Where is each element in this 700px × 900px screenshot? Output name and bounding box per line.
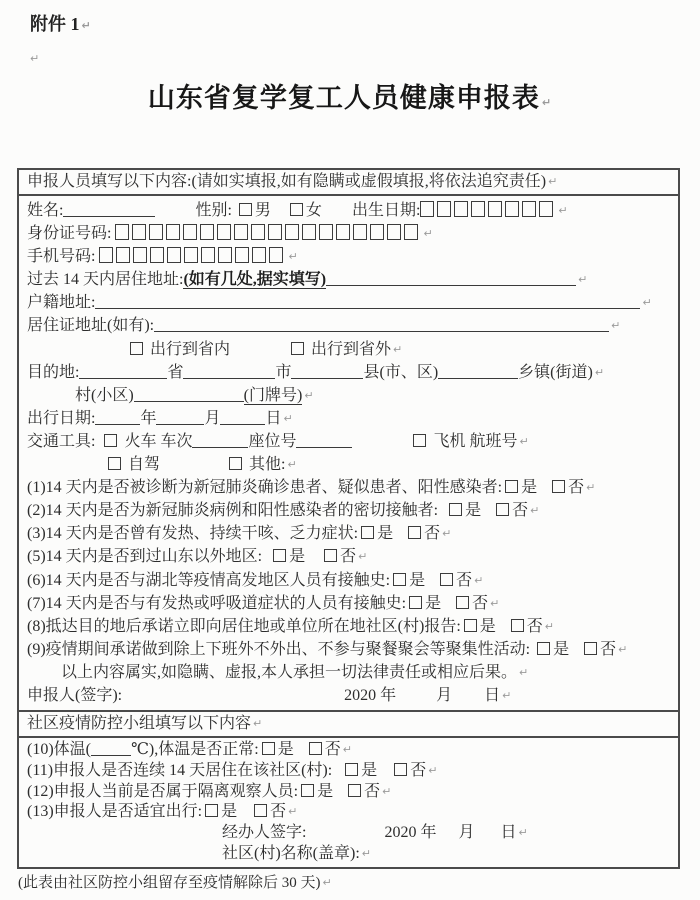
- form-line: [27, 615, 672, 638]
- form-line: [27, 802, 672, 823]
- return-mark: ↵: [558, 204, 568, 217]
- checkbox[interactable]: [273, 549, 286, 562]
- return-mark: ↵: [358, 550, 368, 564]
- form-line: [27, 361, 672, 384]
- return-mark: ↵: [361, 847, 371, 861]
- digit-box[interactable]: [200, 224, 214, 240]
- text-segment: 是: [409, 571, 426, 589]
- section1-header-row: [19, 170, 678, 196]
- checkbox[interactable]: [254, 804, 267, 817]
- text-segment: 座位号: [248, 432, 297, 450]
- digit-box[interactable]: [404, 224, 418, 240]
- spacer: [452, 699, 484, 700]
- form-line: [27, 740, 672, 761]
- checkbox[interactable]: [130, 342, 143, 355]
- spacer: [333, 795, 345, 796]
- text-segment: 否: [424, 525, 441, 543]
- text-segment: 过去 14 天内居住地址:: [27, 271, 184, 289]
- digit-box[interactable]: [471, 201, 485, 217]
- text-segment: (8)抵达目的地后承诺立即向居住地或单位所在地社区(村)报告:: [27, 617, 461, 635]
- blank-underline[interactable]: [156, 410, 204, 425]
- text-segment: 目的地:: [27, 363, 80, 381]
- text-segment: 否: [512, 502, 529, 520]
- attachment-label: [30, 10, 91, 36]
- section1-body: [19, 196, 678, 710]
- text-segment: 户籍地址:: [27, 294, 96, 312]
- text-segment: 出行日期:: [27, 409, 96, 427]
- checkbox[interactable]: [229, 457, 242, 470]
- form-line: [27, 499, 672, 522]
- blank-underline[interactable]: [95, 294, 640, 309]
- checkbox[interactable]: [205, 804, 218, 817]
- digit-box[interactable]: [285, 224, 299, 240]
- spacer: [332, 774, 342, 775]
- digit-box[interactable]: [268, 224, 282, 240]
- text-segment: 年: [140, 409, 157, 427]
- text-segment: (2)14 天内是否为新冠肺炎病例和阳性感染者的密切接触者:: [27, 502, 439, 520]
- text-segment: 是: [317, 782, 334, 800]
- blank-underline[interactable]: [91, 741, 131, 756]
- digit-box[interactable]: [218, 247, 232, 263]
- blank-underline[interactable]: [79, 364, 167, 379]
- form-line: [27, 199, 672, 222]
- text-segment: 出行到省内: [150, 340, 231, 358]
- return-mark: ↵: [530, 504, 540, 518]
- text-segment: 居住证地址(如有):: [27, 317, 155, 335]
- text-segment: (11)申报人是否连续 14 天居住在该社区(村):: [27, 761, 333, 779]
- form-line: [27, 638, 672, 661]
- text-segment: 否: [526, 617, 543, 635]
- blank-underline[interactable]: [134, 387, 244, 402]
- section2-body: [19, 738, 678, 867]
- spacer: [122, 699, 344, 700]
- checkbox[interactable]: [505, 480, 518, 493]
- spacer: [425, 584, 437, 585]
- return-mark: ↵: [544, 619, 555, 633]
- spacer: [271, 214, 287, 215]
- spacer: [393, 537, 405, 538]
- form-line: [27, 569, 672, 592]
- text-segment: 经办人签字:: [222, 824, 307, 842]
- text-segment: (5)14 天内是否到过山东以外地区:: [27, 548, 263, 566]
- checkbox[interactable]: [104, 434, 117, 447]
- digit-box[interactable]: [149, 224, 163, 240]
- return-mark: ↵: [586, 481, 596, 495]
- checkbox[interactable]: [394, 763, 407, 776]
- form-line: [27, 430, 672, 453]
- return-mark: ↵: [288, 805, 298, 819]
- return-mark: ↵: [428, 763, 438, 777]
- text-segment: 是: [465, 502, 482, 520]
- text-segment: 申报人(签字):: [27, 686, 123, 704]
- checkbox[interactable]: [309, 742, 322, 755]
- digit-box[interactable]: [150, 247, 164, 263]
- text-segment: 飞机 航班号: [433, 432, 518, 450]
- return-mark: ↵: [594, 365, 605, 379]
- text-segment: 乡镇(街道): [518, 363, 593, 381]
- text-segment: 否: [410, 761, 427, 779]
- spacer: [530, 653, 534, 654]
- return-mark: ↵: [519, 665, 529, 679]
- spacer: [306, 836, 384, 837]
- text-segment: 否: [340, 548, 357, 566]
- spacer: [496, 630, 508, 631]
- text-segment: (7)14 天内是否与有发热或呼吸道症状的人员有接触史:: [27, 594, 407, 612]
- spacer: [474, 836, 500, 837]
- return-mark: ↵: [611, 319, 621, 333]
- text-segment: (10)体温(: [27, 741, 91, 759]
- return-mark: ↵: [253, 717, 263, 731]
- spacer: [232, 214, 236, 215]
- text-segment: 手机号码:: [27, 248, 96, 266]
- page-title-text: 山东省复学复工人员健康申报表: [147, 83, 540, 113]
- checkbox[interactable]: [449, 503, 462, 516]
- text-segment: (如有几处,据实填写): [183, 271, 327, 289]
- form-line: [27, 384, 672, 407]
- form-line: [27, 338, 672, 361]
- text-segment: 月: [458, 824, 475, 842]
- digit-box[interactable]: [115, 224, 129, 240]
- text-segment: 出生日期:: [351, 202, 421, 219]
- text-segment: (3)14 天内是否曾有发热、持续干咳、乏力症状:: [27, 525, 359, 543]
- text-segment: ℃),体温是否正常:: [131, 741, 259, 759]
- checkbox[interactable]: [301, 784, 314, 797]
- digit-box[interactable]: [252, 247, 266, 263]
- spacer: [160, 468, 226, 469]
- text-segment: 是: [479, 617, 496, 635]
- text-segment: 村(小区): [75, 386, 134, 404]
- checkbox[interactable]: [552, 480, 565, 493]
- text-segment: 否: [456, 571, 473, 589]
- spacer: [237, 815, 251, 816]
- text-segment: 否: [364, 782, 381, 800]
- return-mark: ↵: [541, 96, 553, 109]
- attachment-text: 附件 1: [30, 14, 80, 34]
- text-segment: 男: [254, 202, 271, 219]
- checkbox[interactable]: [440, 573, 453, 586]
- digit-boxes: [420, 199, 556, 222]
- checkbox[interactable]: [464, 619, 477, 632]
- text-segment: 是: [361, 761, 378, 779]
- form-line: [27, 661, 672, 684]
- spacer: [569, 653, 581, 654]
- form-line: [27, 453, 672, 476]
- checkbox[interactable]: [361, 526, 374, 539]
- digit-box[interactable]: [132, 224, 146, 240]
- blank-underline[interactable]: [438, 364, 518, 379]
- text-segment: 是: [277, 741, 294, 759]
- text-segment: 是: [521, 479, 538, 497]
- spacer: [305, 560, 321, 561]
- form-line: [27, 268, 672, 291]
- blank-underline[interactable]: [291, 364, 363, 379]
- digit-box[interactable]: [184, 247, 198, 263]
- spacer: [262, 560, 270, 561]
- digit-box[interactable]: [437, 201, 451, 217]
- form-line: [27, 545, 672, 568]
- section2-header-row: [19, 710, 678, 738]
- digit-box[interactable]: [420, 201, 434, 217]
- spacer: [95, 445, 101, 446]
- digit-box[interactable]: [370, 224, 384, 240]
- blank-underline[interactable]: [183, 364, 275, 379]
- spacer: [230, 353, 288, 354]
- blank-underline[interactable]: [296, 433, 352, 448]
- return-mark: ↵: [490, 596, 500, 610]
- return-mark: ↵: [474, 573, 484, 587]
- form-line: [27, 245, 672, 268]
- digit-box[interactable]: [454, 201, 468, 217]
- checkbox[interactable]: [413, 434, 426, 447]
- spacer: [377, 774, 391, 775]
- checkbox[interactable]: [584, 642, 597, 655]
- text-segment: 是: [289, 548, 306, 566]
- blank-underline[interactable]: [220, 410, 265, 425]
- text-segment: (13)申报人是否适宜出行:: [27, 803, 203, 821]
- return-mark: ↵: [393, 342, 403, 356]
- checkbox[interactable]: [537, 642, 550, 655]
- text-segment: 以上内容属实,如隐瞒、虚报,本人承担一切法律责任或相应后果。: [61, 663, 518, 681]
- digit-box[interactable]: [167, 247, 181, 263]
- form-line: [27, 291, 672, 314]
- digit-box[interactable]: [235, 247, 249, 263]
- form-line: [27, 522, 672, 545]
- text-segment: 是: [221, 803, 238, 821]
- digit-box[interactable]: [99, 247, 113, 263]
- spacer: [396, 699, 436, 700]
- return-mark: ↵: [518, 826, 528, 840]
- blank-underline[interactable]: [154, 317, 609, 332]
- form-line: [27, 476, 672, 499]
- text-segment: 省: [167, 363, 184, 381]
- return-mark: ↵: [519, 434, 529, 448]
- return-mark: ↵: [304, 388, 314, 402]
- checkbox[interactable]: [324, 549, 337, 562]
- digit-box[interactable]: [183, 224, 197, 240]
- text-segment: 社区(村)名称(盖章):: [222, 845, 360, 863]
- return-mark: ↵: [642, 296, 652, 310]
- text-segment: 市: [275, 363, 292, 381]
- digit-box[interactable]: [353, 224, 367, 240]
- checkbox[interactable]: [408, 526, 421, 539]
- spacer: [537, 491, 549, 492]
- text-segment: 火车 车次: [124, 432, 193, 450]
- spacer: [481, 514, 493, 515]
- digit-box[interactable]: [251, 224, 265, 240]
- text-segment: 出行到省外: [311, 340, 392, 358]
- text-segment: 日: [500, 824, 517, 842]
- text-segment: 自驾: [128, 456, 161, 474]
- checkbox[interactable]: [511, 619, 524, 632]
- checkbox[interactable]: [108, 457, 121, 470]
- checkbox[interactable]: [496, 503, 509, 516]
- checkbox[interactable]: [239, 203, 252, 216]
- spacer: [155, 214, 195, 215]
- text-segment: 性别:: [195, 202, 232, 219]
- blank-underline[interactable]: [326, 271, 576, 286]
- text-segment: 日: [265, 409, 282, 427]
- digit-box[interactable]: [488, 201, 502, 217]
- text-segment: 月: [436, 686, 453, 704]
- return-mark: ↵: [548, 175, 558, 188]
- footer-note-text: (此表由社区防控小组留存至疫情解除后 30 天): [18, 875, 321, 891]
- form-line: [27, 314, 672, 337]
- text-segment: 姓名:: [27, 202, 64, 219]
- text-segment: 否: [324, 741, 341, 759]
- text-segment: 月: [204, 409, 221, 427]
- digit-box[interactable]: [217, 224, 231, 240]
- spacer: [438, 514, 446, 515]
- digit-box[interactable]: [336, 224, 350, 240]
- digit-boxes: [115, 222, 421, 245]
- return-mark: ↵: [423, 227, 433, 241]
- blank-underline[interactable]: [192, 433, 248, 448]
- form-line: [27, 823, 672, 844]
- blank-underline[interactable]: [95, 410, 140, 425]
- return-mark: ↵: [618, 642, 628, 656]
- return-mark: ↵: [442, 527, 452, 541]
- checkbox[interactable]: [291, 342, 304, 355]
- digit-box[interactable]: [505, 201, 519, 217]
- section1-header-text: 申报人员填写以下内容:(请如实填报,如有隐瞒或虚假填报,将依法追究责任): [27, 173, 547, 190]
- checkbox[interactable]: [345, 763, 358, 776]
- digit-box[interactable]: [522, 201, 536, 217]
- text-segment: (1)14 天内是否被诊断为新冠肺炎确诊患者、疑似患者、阳性感染者:: [27, 479, 503, 497]
- text-segment: 2020 年: [384, 824, 437, 842]
- spacer: [352, 445, 410, 446]
- footer-note: [18, 871, 332, 892]
- checkbox[interactable]: [348, 784, 361, 797]
- spacer: [436, 836, 458, 837]
- text-segment: 2020 年: [344, 686, 397, 704]
- checkbox[interactable]: [456, 596, 469, 609]
- return-mark: ↵: [288, 250, 298, 264]
- return-mark: ↵: [322, 876, 332, 889]
- text-segment: 交通工具:: [27, 432, 96, 450]
- text-segment: (9)疫情期间承诺做到除上下班外不外出、不参与聚餐聚会等聚集性活动:: [27, 640, 531, 658]
- text-segment: 女: [305, 202, 322, 219]
- text-segment: 否: [472, 594, 489, 612]
- checkbox[interactable]: [290, 203, 303, 216]
- form-line: [27, 761, 672, 782]
- digit-box[interactable]: [133, 247, 147, 263]
- text-segment: (门牌号): [243, 386, 303, 404]
- text-segment: 是: [425, 594, 442, 612]
- text-segment: (12)申报人当前是否属于隔离观察人员:: [27, 782, 299, 800]
- return-mark: ↵: [502, 688, 512, 702]
- digit-box[interactable]: [302, 224, 316, 240]
- checkbox[interactable]: [262, 742, 275, 755]
- return-mark: ↵: [30, 52, 40, 65]
- form-line: [27, 782, 672, 803]
- form-line: [27, 592, 672, 615]
- return-mark: ↵: [578, 273, 588, 287]
- digit-box[interactable]: [234, 224, 248, 240]
- text-segment: 否: [600, 640, 617, 658]
- text-segment: (6)14 天内是否与湖北等疫情高发地区人员有接触史:: [27, 571, 391, 589]
- form-line: [27, 407, 672, 430]
- text-segment: 其他:: [249, 456, 286, 474]
- return-mark: ↵: [283, 411, 293, 425]
- spacer: [322, 214, 352, 215]
- digit-box[interactable]: [269, 247, 283, 263]
- section2-header-text: 社区疫情防控小组填写以下内容: [27, 715, 252, 733]
- text-segment: 是: [377, 525, 394, 543]
- text-segment: 否: [568, 479, 585, 497]
- form-line: [27, 684, 672, 707]
- text-segment: 是: [553, 640, 570, 658]
- digit-boxes: [99, 245, 286, 268]
- form-line: [27, 844, 672, 865]
- checkbox[interactable]: [393, 573, 406, 586]
- text-segment: 县(市、区): [363, 363, 439, 381]
- digit-box[interactable]: [116, 247, 130, 263]
- spacer: [294, 753, 306, 754]
- text-segment: 身份证号码:: [27, 225, 112, 243]
- blank-underline[interactable]: [63, 202, 155, 217]
- spacer: [441, 607, 453, 608]
- checkbox[interactable]: [409, 596, 422, 609]
- form-line: [27, 222, 672, 245]
- digit-box[interactable]: [387, 224, 401, 240]
- digit-box[interactable]: [319, 224, 333, 240]
- return-mark: ↵: [81, 19, 91, 32]
- page-title: [0, 76, 700, 115]
- digit-box[interactable]: [539, 201, 553, 217]
- digit-box[interactable]: [166, 224, 180, 240]
- digit-box[interactable]: [201, 247, 215, 263]
- return-mark: ↵: [287, 458, 297, 472]
- return-mark: ↵: [382, 784, 392, 798]
- text-segment: 日: [484, 686, 501, 704]
- return-mark: ↵: [342, 743, 352, 757]
- declaration-form-table: [17, 168, 680, 869]
- text-segment: 否: [270, 803, 287, 821]
